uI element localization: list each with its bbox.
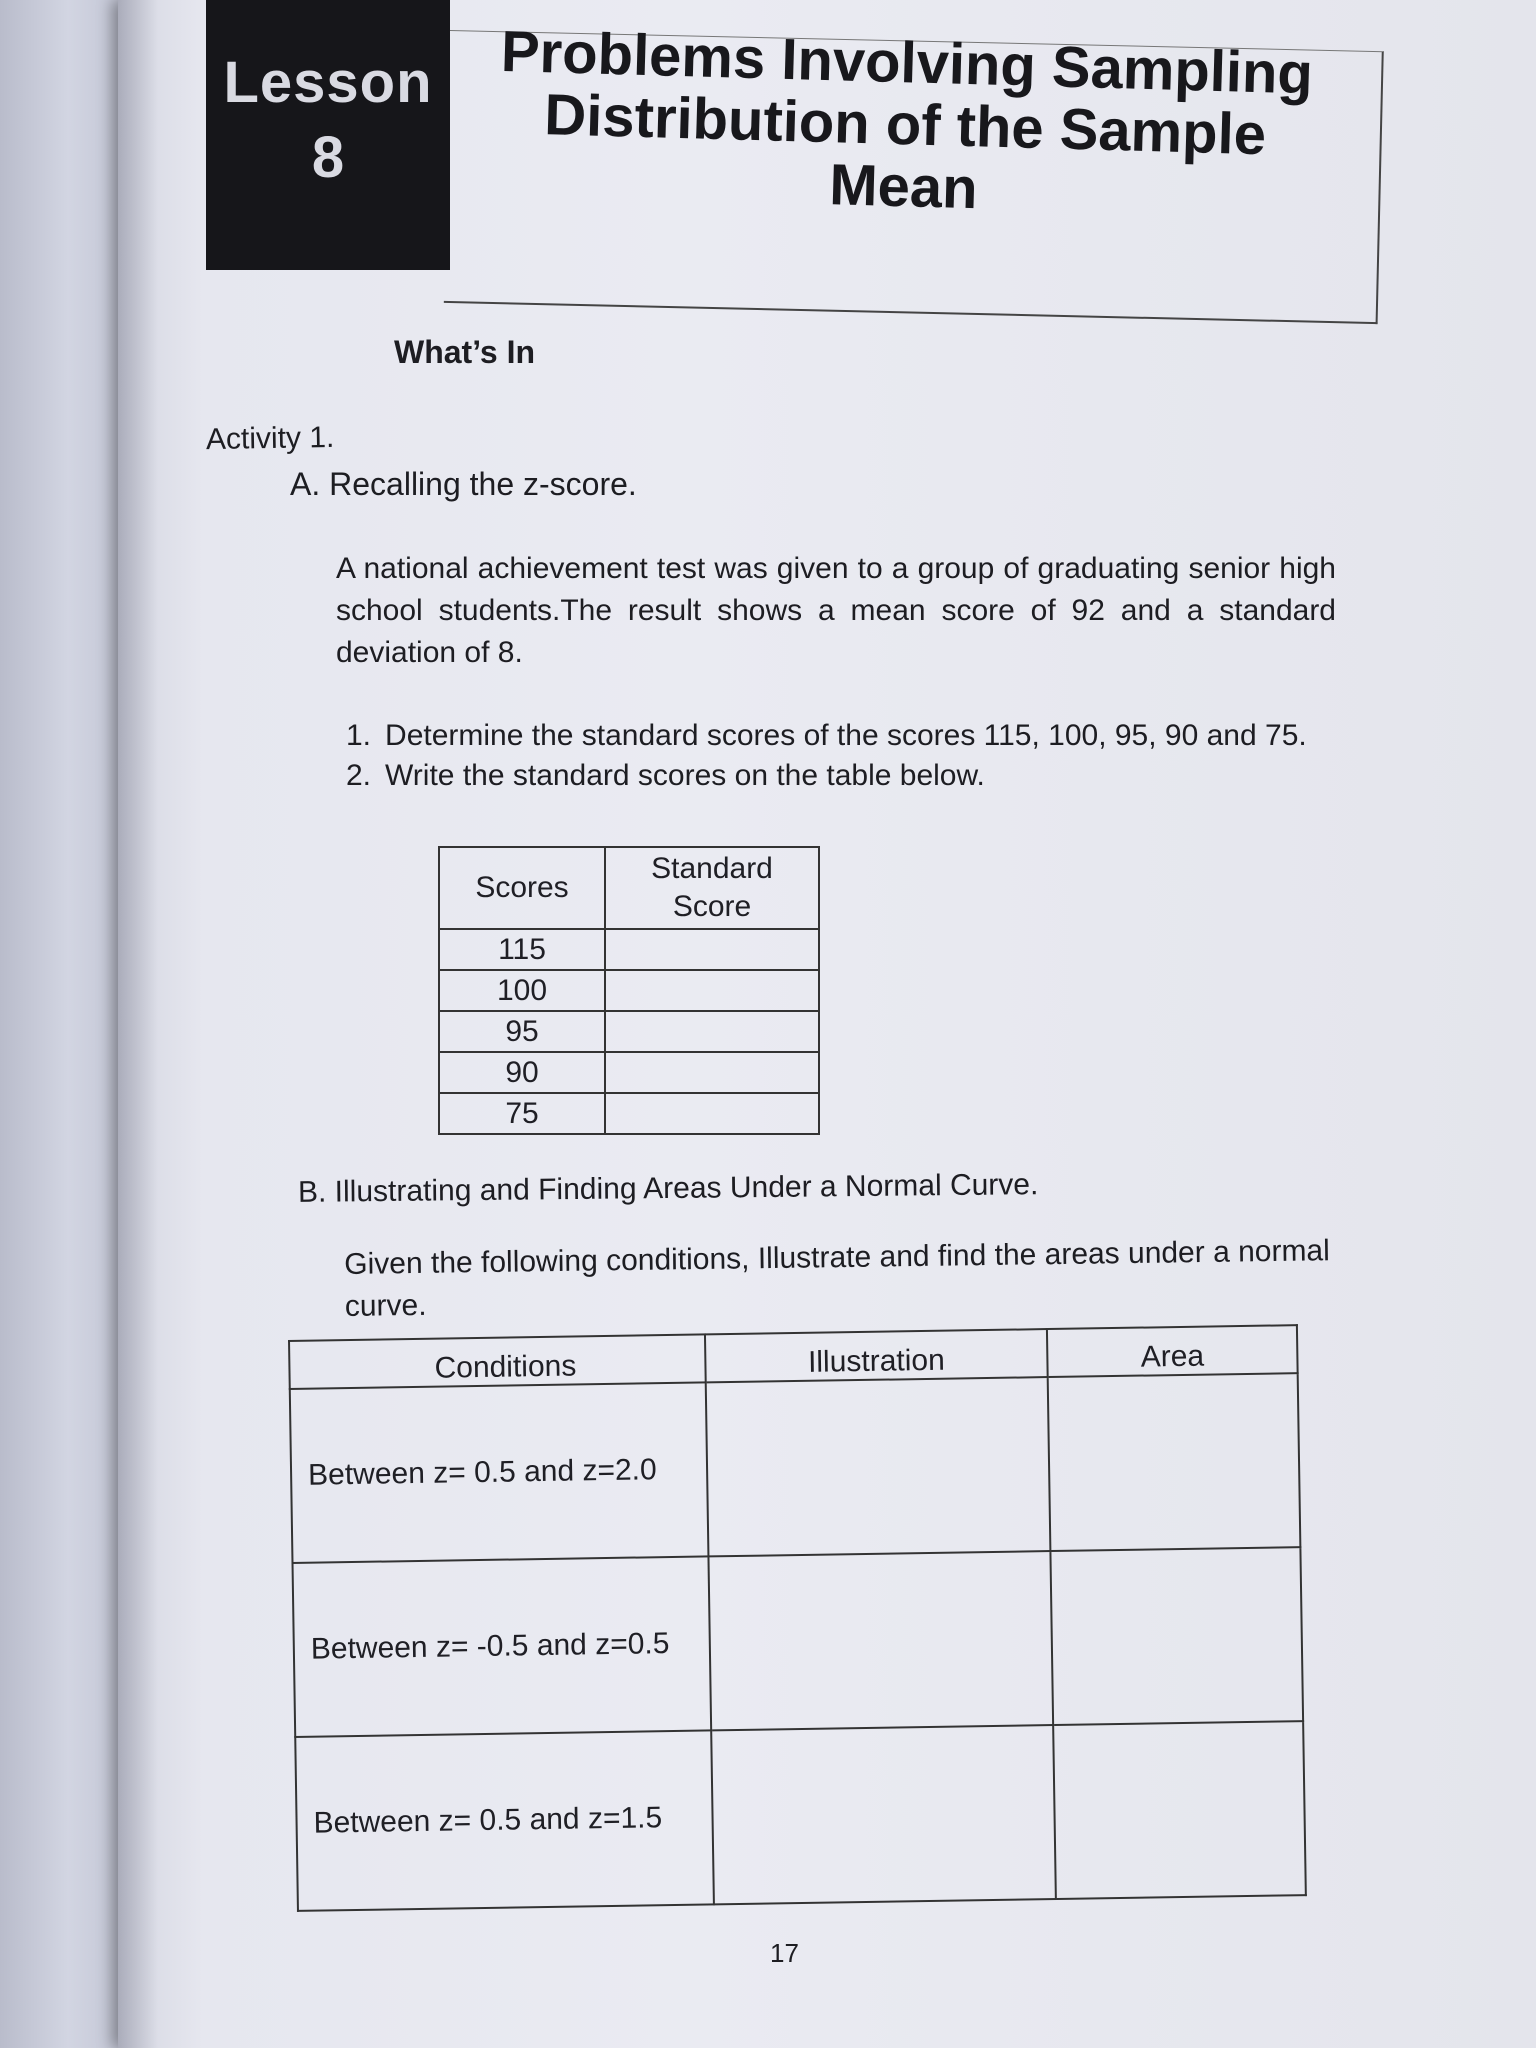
- instruction-steps: [346, 716, 1346, 796]
- condition-cell: Between z= 0.5 and z=1.5: [295, 1730, 714, 1911]
- table-row: [439, 929, 819, 970]
- illustration-input-cell[interactable]: [711, 1725, 1056, 1904]
- section-heading: What’s In: [394, 334, 536, 370]
- step-item: [346, 756, 1346, 796]
- table-row: [439, 1011, 819, 1052]
- part-a-heading: A. Recalling the z-score.: [290, 466, 637, 502]
- standard-score-input-cell[interactable]: [605, 929, 819, 970]
- illustration-input-cell[interactable]: [708, 1551, 1053, 1730]
- part-b-heading: B. Illustrating and Finding Areas Under a Normal Curve.: [297, 1168, 1039, 1209]
- header-scores: Scores: [439, 847, 605, 929]
- score-cell: 100: [439, 970, 605, 1011]
- standard-score-input-cell[interactable]: [605, 1052, 819, 1093]
- step-text: Determine the standard scores of the scores 115, 100, 95, 90 and 75.: [385, 719, 1307, 752]
- lesson-label: Lesson: [223, 50, 433, 115]
- area-input-cell[interactable]: [1048, 1373, 1301, 1551]
- lesson-title: [463, 20, 1348, 230]
- table-row: [295, 1721, 1306, 1911]
- step-number: 2.: [346, 759, 372, 792]
- scores-table: [438, 846, 820, 1135]
- standard-score-input-cell[interactable]: [605, 970, 819, 1011]
- part-b-instructions: Given the following conditions, Illustrate and find the areas under a normal curve.: [344, 1234, 1330, 1323]
- table-row: [293, 1547, 1304, 1737]
- title-line-1: Problems Involving Sampling: [500, 18, 1314, 107]
- standard-score-input-cell[interactable]: [605, 1093, 819, 1134]
- table-row: [439, 970, 819, 1011]
- activity-label: Activity 1.: [205, 420, 335, 457]
- condition-cell: Between z= 0.5 and z=2.0: [290, 1382, 709, 1563]
- step-number: 1.: [346, 719, 372, 752]
- score-cell: 90: [439, 1052, 605, 1093]
- score-cell: 75: [439, 1093, 605, 1134]
- lesson-badge: [206, 0, 450, 270]
- problem-paragraph: A national achievement test was given to a group of graduating senior high school students.The result shows a mean score of 92 and a standard deviation of 8.: [336, 552, 1336, 669]
- page-number: 17: [770, 1938, 799, 1968]
- header-conditions: Conditions: [289, 1334, 706, 1389]
- score-cell: 95: [439, 1011, 605, 1052]
- title-line-3: Mean: [828, 152, 979, 222]
- page-gutter-shadow: [118, 0, 158, 2048]
- table-row: [290, 1373, 1301, 1563]
- header-standard-score: [605, 847, 819, 929]
- condition-cell: Between z= -0.5 and z=0.5: [293, 1556, 712, 1737]
- area-input-cell[interactable]: [1053, 1721, 1306, 1899]
- header-standard-line1: Standard: [651, 852, 773, 885]
- header-area: Area: [1047, 1325, 1298, 1377]
- conditions-table: [288, 1324, 1307, 1912]
- score-cell: 115: [439, 929, 605, 970]
- header-standard-line2: Score: [672, 890, 752, 923]
- illustration-input-cell[interactable]: [706, 1377, 1051, 1556]
- area-input-cell[interactable]: [1050, 1547, 1303, 1725]
- table-header-row: [439, 847, 819, 929]
- step-text: Write the standard scores on the table below.: [385, 759, 985, 792]
- header-illustration: Illustration: [705, 1329, 1048, 1382]
- table-row: [439, 1052, 819, 1093]
- worksheet-page: [118, 0, 1536, 2048]
- lesson-number: 8: [311, 125, 345, 190]
- standard-score-input-cell[interactable]: [605, 1011, 819, 1052]
- title-line-2: Distribution of the Sample: [543, 82, 1267, 168]
- step-item: [346, 716, 1346, 756]
- table-row: [439, 1093, 819, 1134]
